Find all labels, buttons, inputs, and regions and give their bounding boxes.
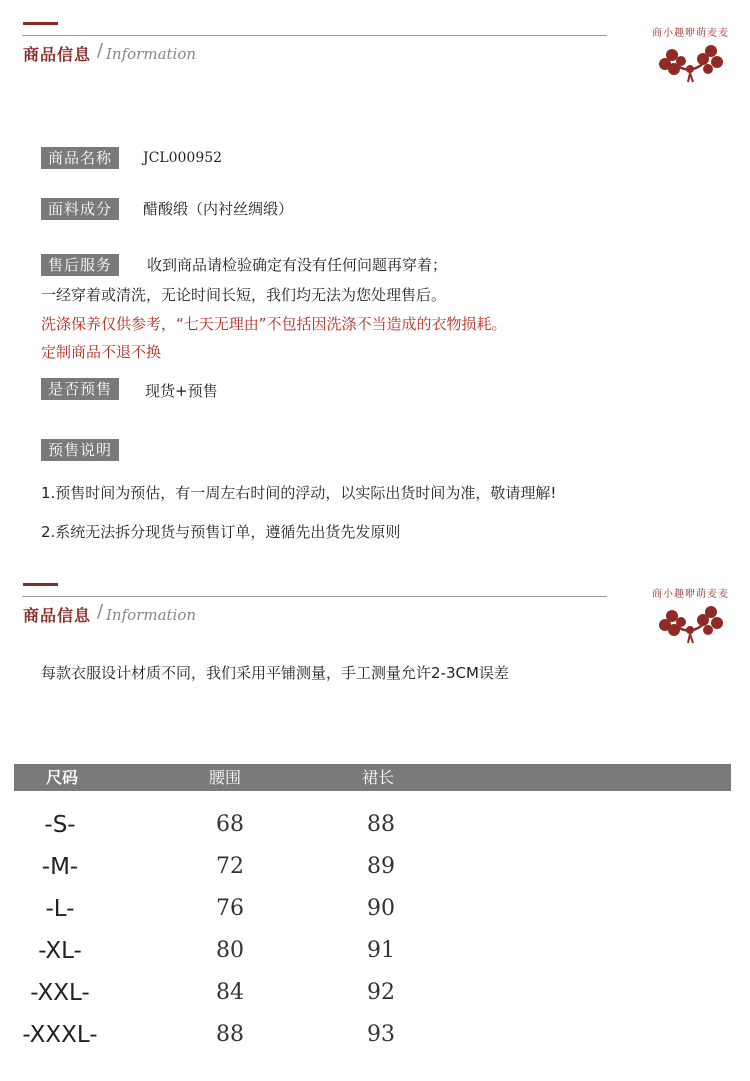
fabric-value: 醋酸缎（内衬丝绸缎） <box>143 200 294 218</box>
length-cell: 89 <box>367 854 395 879</box>
header-accent-bar <box>23 583 58 586</box>
header-divider <box>22 35 607 36</box>
after-sales-line-1: 收到商品请检验确定有没有任何问题再穿着； <box>147 256 448 274</box>
size-column-header: 尺码 <box>46 768 79 787</box>
brand-seal-text: 商小趣咿萌麦麦 <box>652 589 729 600</box>
section-header-product-info <box>0 22 750 102</box>
product-name-value: JCL000952 <box>143 150 223 166</box>
waist-cell: 68 <box>216 812 244 837</box>
section-title-slash: / <box>97 601 104 622</box>
after-sales-warning-2: 定制商品不退不换 <box>41 343 162 361</box>
section-title: 商品信息 <box>23 606 92 625</box>
after-sales-warning-1: 洗涤保养仅供参考，“七天无理由”不包括因洗涤不当造成的衣物损耗。 <box>41 315 507 333</box>
section-subtitle: Information <box>106 45 197 63</box>
size-cell: -XXXL- <box>22 1022 98 1048</box>
waist-cell: 84 <box>216 980 244 1005</box>
size-row <box>0 846 750 888</box>
brand-flower-logo-icon <box>655 42 727 84</box>
presale-note-line-2: 2.系统无法拆分现货与预售订单，遵循先出货先发原则 <box>41 523 401 541</box>
after-sales-line-2: 一经穿着或清洗，无论时间长短，我们均无法为您处理售后。 <box>41 286 447 304</box>
presale-note-line-1: 1.预售时间为预估，有一周左右时间的浮动，以实际出货时间为准，敬请理解! <box>41 484 557 502</box>
length-cell: 90 <box>367 896 395 921</box>
presale-note-label: 预售说明 <box>41 439 119 461</box>
size-row <box>0 930 750 972</box>
after-sales-label: 售后服务 <box>41 254 119 276</box>
waist-cell: 72 <box>216 854 244 879</box>
length-cell: 92 <box>367 980 395 1005</box>
size-cell: -L- <box>45 896 75 922</box>
size-row <box>0 804 750 846</box>
size-row <box>0 888 750 930</box>
section-subtitle: Information <box>106 606 197 624</box>
length-cell: 91 <box>367 938 395 963</box>
size-cell: -XXL- <box>30 980 90 1006</box>
size-row <box>0 972 750 1014</box>
waist-cell: 80 <box>216 938 244 963</box>
length-cell: 93 <box>367 1022 395 1047</box>
presale-value: 现货+预售 <box>145 382 218 400</box>
brand-seal-text: 商小趣咿萌麦麦 <box>652 28 729 39</box>
product-name-label: 商品名称 <box>41 147 119 169</box>
length-column-header: 裙长 <box>362 768 395 787</box>
header-divider <box>22 596 607 597</box>
measurement-note: 每款衣服设计材质不同，我们采用平铺测量，手工测量允许2-3CM误差 <box>41 664 509 682</box>
section-title-slash: / <box>97 40 104 61</box>
size-cell: -XL- <box>38 938 82 964</box>
waist-cell: 88 <box>216 1022 244 1047</box>
length-cell: 88 <box>367 812 395 837</box>
waist-column-header: 腰围 <box>209 768 242 787</box>
size-cell: -S- <box>44 812 76 838</box>
size-row <box>0 1014 750 1056</box>
size-cell: -M- <box>41 854 79 880</box>
section-header-size-info <box>0 583 750 663</box>
fabric-label: 面料成分 <box>41 198 119 220</box>
waist-cell: 76 <box>216 896 244 921</box>
section-title: 商品信息 <box>23 45 92 64</box>
header-accent-bar <box>23 22 58 25</box>
brand-flower-logo-icon <box>655 603 727 645</box>
presale-label: 是否预售 <box>41 378 119 400</box>
size-table-header <box>14 764 731 791</box>
